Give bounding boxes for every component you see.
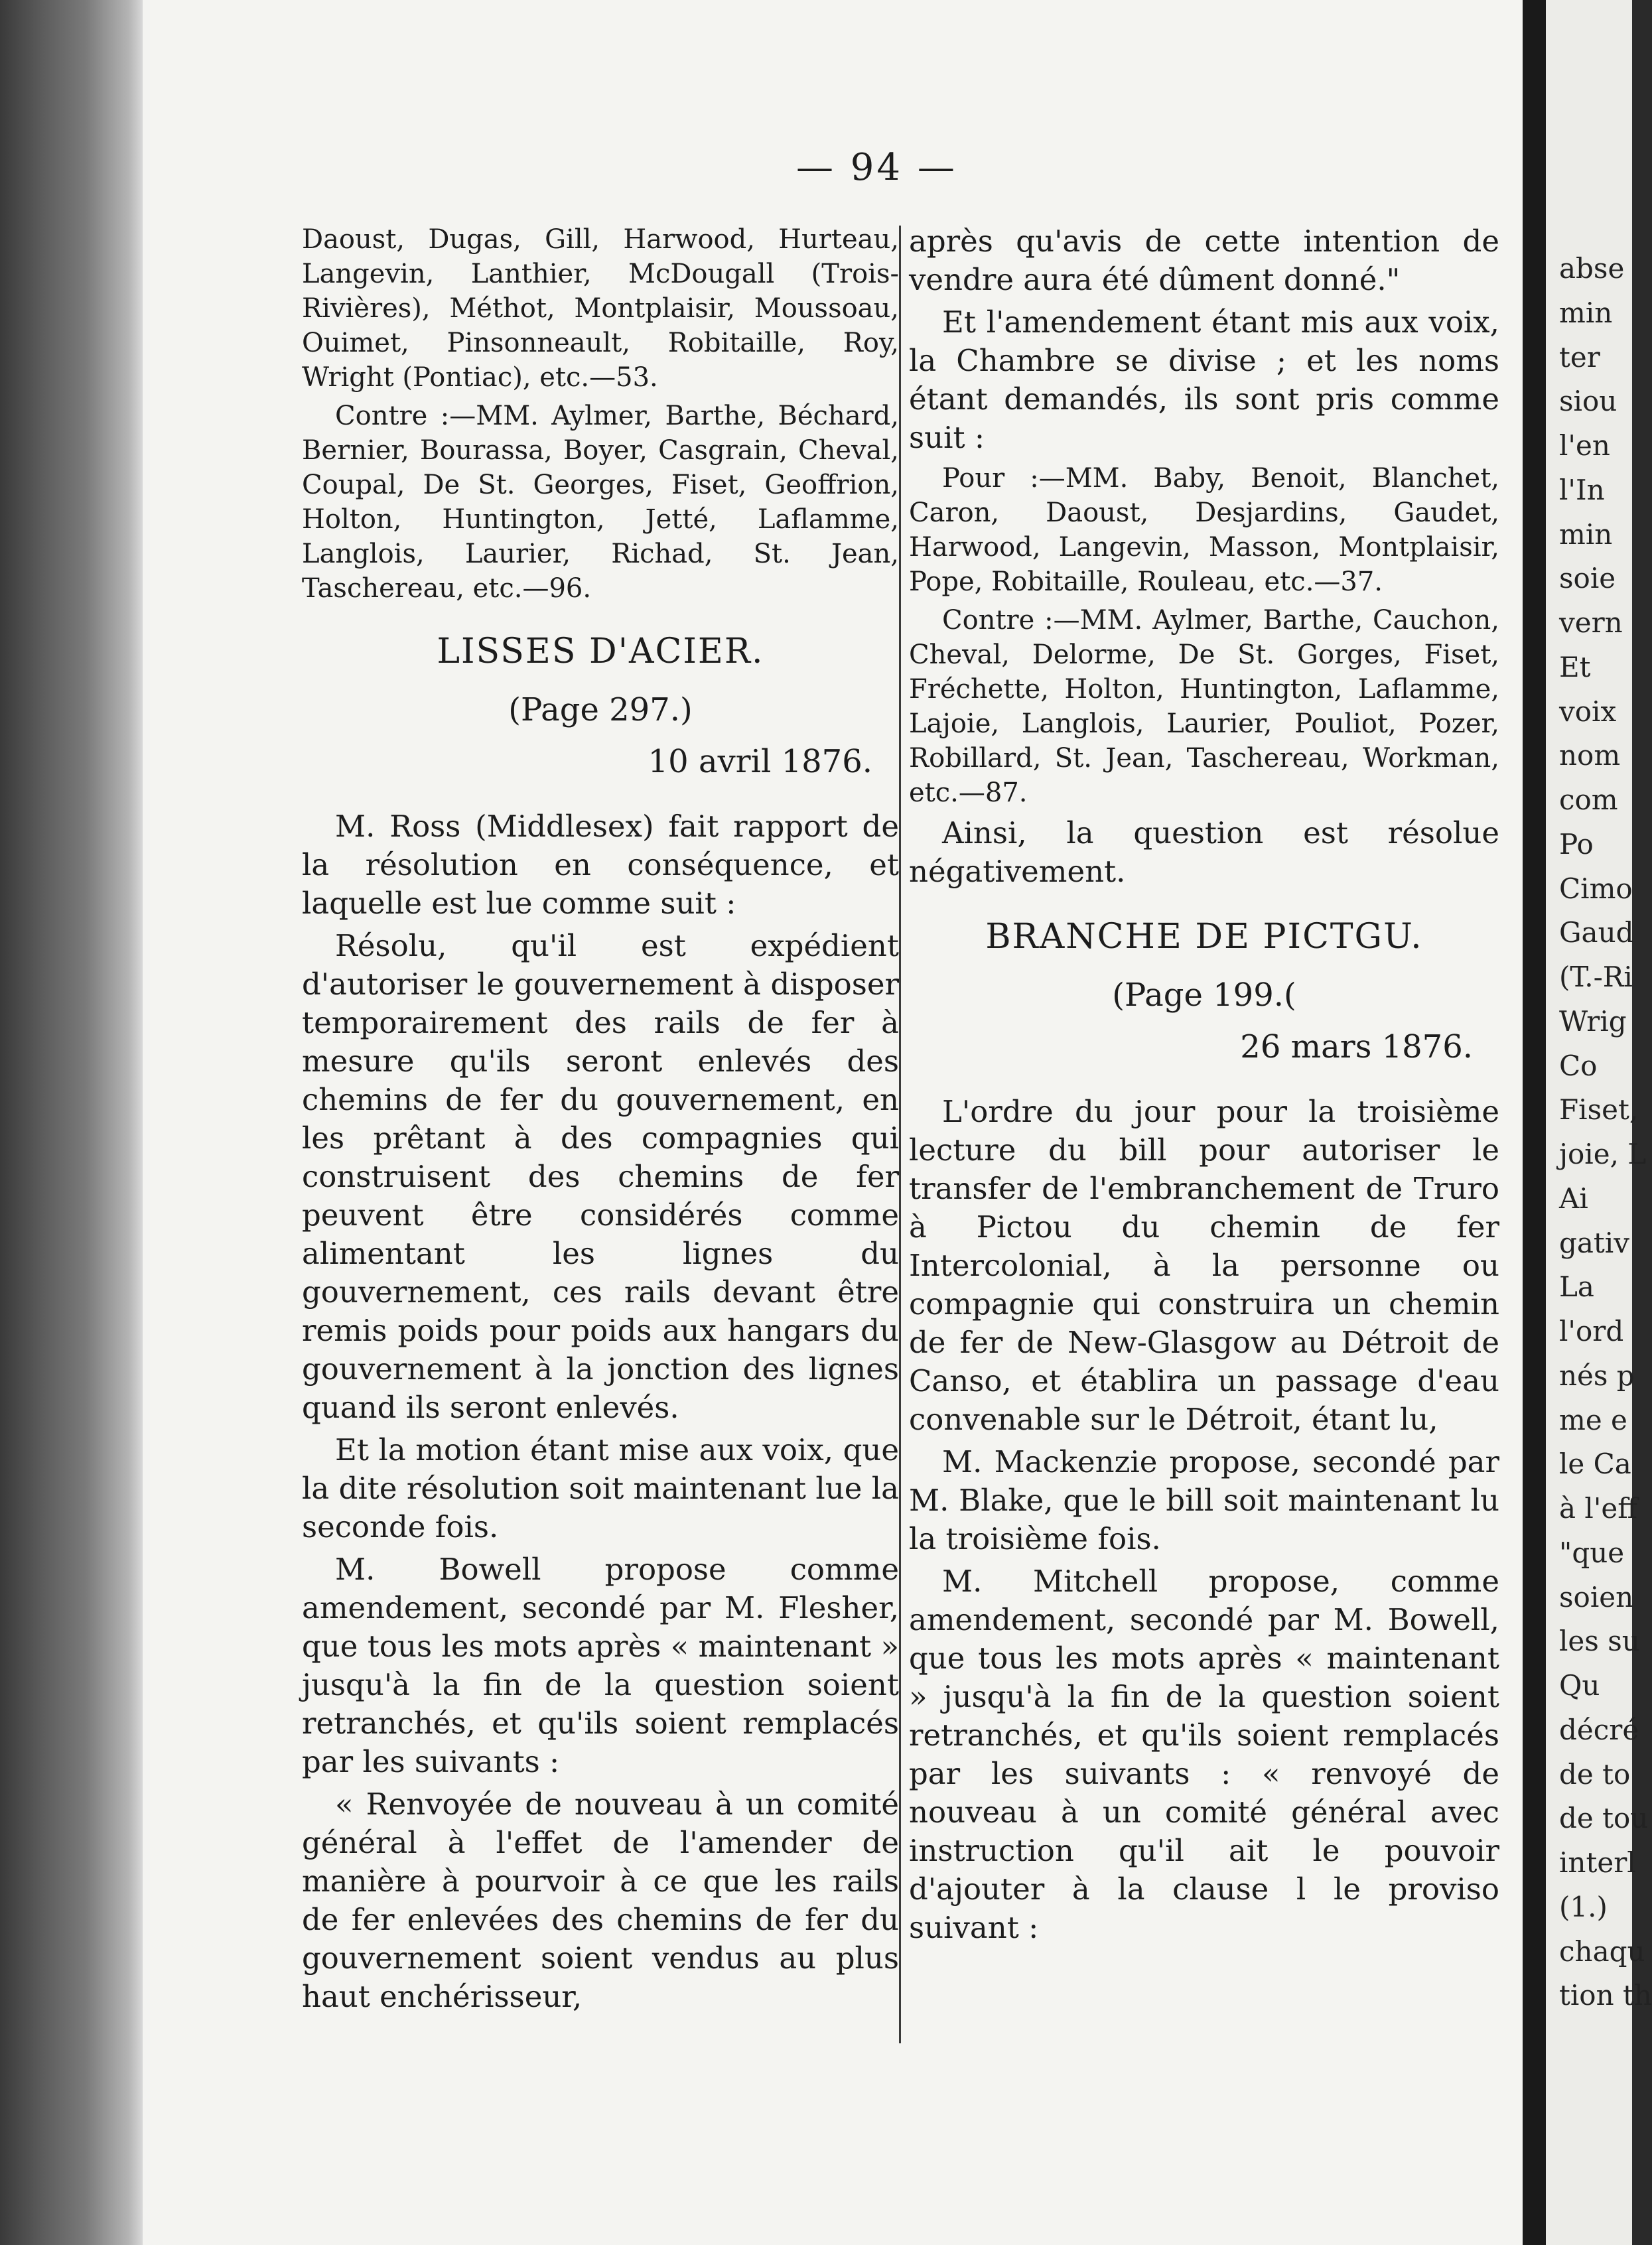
page-reference: (Page 199.( xyxy=(1112,977,1296,1014)
adjacent-page-text-fragment: Po xyxy=(1559,828,1594,860)
adjacent-page-text-fragment: les su xyxy=(1559,1625,1640,1657)
adjacent-page-text-fragment: chaqu xyxy=(1559,1935,1645,1968)
adjacent-page-text-fragment: me e xyxy=(1559,1404,1627,1436)
vote-pour-list: Daoust, Dugas, Gill, Harwood, Hurteau, Langevin, Lanthier, McDougall (Trois-Rivières), Méthot, Montplaisir, Moussoau, Ouimet, Pinsonneault, Robitaille, Roy, Wright (Pontiac), etc.—53. xyxy=(302,224,899,393)
adjacent-page-text-fragment: de to xyxy=(1559,1758,1631,1791)
left-column xyxy=(302,222,899,2020)
vote-contre-list: Contre :—MM. Aylmer, Barthe, Cauchon, Cheval, Delorme, De St. Gorges, Fiset, Fréchette, Holton, Huntington, Laflamme, Lajoie, Langlois, Laurier, Pouliot, Pozer, Robillard, St. Jean, Taschereau, Workman, etc.—87. xyxy=(909,605,1499,808)
paragraph: M. Mackenzie propose, secondé par M. Blake, que le bill soit maintenant lu la troisième fois. xyxy=(909,1444,1499,1556)
adjacent-page-text-fragment: l'ord xyxy=(1559,1315,1624,1347)
adjacent-page-text-fragment: vern xyxy=(1559,606,1623,639)
adjacent-page-text-fragment: le Ca xyxy=(1559,1448,1631,1480)
paragraph: Ainsi, la question est résolue négativement. xyxy=(909,815,1499,889)
adjacent-page-text-fragment: soie xyxy=(1559,562,1616,594)
adjacent-page-text-fragment: Gaud xyxy=(1559,916,1634,949)
adjacent-page-text-fragment: voix xyxy=(1559,695,1617,728)
adjacent-page-text-fragment: gativ xyxy=(1559,1227,1629,1259)
adjacent-page-text-fragment: l'en xyxy=(1559,429,1610,462)
adjacent-page-text-fragment: min xyxy=(1559,518,1613,551)
section-date: 26 mars 1876. xyxy=(1240,1028,1473,1065)
right-column xyxy=(909,222,1499,1951)
adjacent-page-text-fragment: l'In xyxy=(1559,474,1605,506)
adjacent-page-text-fragment: nés p xyxy=(1559,1359,1635,1392)
book-binding-edge xyxy=(0,0,143,2245)
adjacent-page-fragment xyxy=(1546,0,1652,2245)
paragraph: M. Bowell propose comme amendement, secondé par M. Flesher, que tous les mots après « maintenant » jusqu'à la fin de la question soient retranchés, et qu'ils soient remplacés par les suivants : xyxy=(302,1552,899,1779)
paragraph: Résolu, qu'il est expédient d'autoriser le gouvernement à disposer temporairement des rails de fer à mesure qu'ils seront enlevés des chemins de fer du gouvernement, en les prêtant à des compagnies qui construisent des chemins de fer peuvent être considérés comme alimentant les lignes du gouvernement, ces rails devant être remis poids pour poids aux hangars du gouvernement à la jonction des lignes quand ils seront enlevés. xyxy=(302,928,899,1425)
adjacent-page-text-fragment: de tou xyxy=(1559,1802,1649,1834)
adjacent-page-text-fragment: ter xyxy=(1559,341,1600,374)
adjacent-page-text-fragment: joie, L xyxy=(1559,1138,1647,1170)
adjacent-page-text-fragment: (1.) xyxy=(1559,1891,1608,1923)
page-number: — 94 — xyxy=(796,146,957,189)
adjacent-page-text-fragment: Et xyxy=(1559,651,1591,683)
section-date: 10 avril 1876. xyxy=(648,743,872,780)
adjacent-page-text-fragment: Fiset, xyxy=(1559,1093,1639,1126)
adjacent-page-text-fragment: Wrig xyxy=(1559,1005,1627,1038)
adjacent-page-text-fragment: abse xyxy=(1559,252,1625,285)
paragraph: M. Ross (Middlesex) fait rapport de la résolution en conséquence, et laquelle est lue comme suit : xyxy=(302,809,899,921)
adjacent-page-text-fragment: Co xyxy=(1559,1050,1598,1082)
adjacent-page-text-fragment: com xyxy=(1559,783,1618,816)
adjacent-page-text-fragment: (T.-Ri xyxy=(1559,961,1633,993)
adjacent-page-text-fragment: La xyxy=(1559,1270,1594,1303)
adjacent-page-text-fragment: nom xyxy=(1559,739,1621,772)
vote-pour-list: Pour :—MM. Baby, Benoit, Blanchet, Caron, Daoust, Desjardins, Gaudet, Harwood, Langevin, Masson, Montplaisir, Pope, Robitaille, Rouleau, etc.—37. xyxy=(909,463,1499,597)
adjacent-page-text-fragment: Ai xyxy=(1559,1182,1588,1215)
adjacent-page-text-fragment: interl xyxy=(1559,1846,1636,1879)
adjacent-page-text-fragment: décré xyxy=(1559,1714,1639,1746)
adjacent-page-text-fragment: min xyxy=(1559,297,1613,329)
column-divider xyxy=(899,226,901,2043)
paragraph: L'ordre du jour pour la troisième lecture du bill pour autoriser le transfer de l'embranchement de Truro à Pictou du chemin de fer Intercolonial, à la personne ou compagnie qui construira un chemin de fer de New-Glasgow au Détroit de Canso, et établira un passage d'eau convenable sur le Détroit, étant lu, xyxy=(909,1094,1499,1437)
section-heading: BRANCHE DE PICTGU. xyxy=(985,917,1423,957)
adjacent-page-text-fragment: Cimo xyxy=(1559,872,1633,905)
paragraph: après qu'avis de cette intention de vendre aura été dûment donné." xyxy=(909,224,1499,297)
book-gutter xyxy=(1523,0,1546,2245)
adjacent-page-text-fragment: siou xyxy=(1559,385,1618,417)
page-reference: (Page 297.) xyxy=(508,691,693,728)
adjacent-page-text-fragment: tion th xyxy=(1559,1979,1652,2011)
adjacent-page-text-fragment: soien xyxy=(1559,1581,1634,1613)
paragraph: Et l'amendement étant mis aux voix, la Chambre se divise ; et les noms étant demandés, ils sont pris comme suit : xyxy=(909,305,1499,455)
paragraph: Et la motion étant mise aux voix, que la dite résolution soit maintenant lue la seconde fois. xyxy=(302,1432,899,1544)
adjacent-page-text-fragment: "que xyxy=(1559,1536,1625,1569)
vote-contre-list: Contre :—MM. Aylmer, Barthe, Béchard, Bernier, Bourassa, Boyer, Casgrain, Cheval, Coupal, De St. Georges, Fiset, Geoffrion, Holton, Huntington, Jetté, Laflamme, Langlois, Laurier, Richad, St. Jean, Taschereau, etc.—96. xyxy=(302,401,899,604)
paragraph: « Renvoyée de nouveau à un comité général à l'effet de l'amender de manière à pourvoir à ce que les rails de fer enlevées des chemins de fer du gouvernement soient vendus au plus haut enchérisseur, xyxy=(302,1787,899,2014)
section-heading: LISSES D'ACIER. xyxy=(437,632,764,671)
adjacent-page-text-fragment: à l'eff xyxy=(1559,1492,1638,1525)
paragraph: M. Mitchell propose, comme amendement, secondé par M. Bowell, que tous les mots après « maintenant » jusqu'à la fin de la question soient retranchés, et qu'ils soient remplacés par les suivants : « renvoyé de nouveau à un comité général avec instruction qu'il ait le pouvoir d'ajouter à la clause l le proviso suivant : xyxy=(909,1564,1499,1945)
adjacent-page-text-fragment: Qu xyxy=(1559,1669,1600,1702)
